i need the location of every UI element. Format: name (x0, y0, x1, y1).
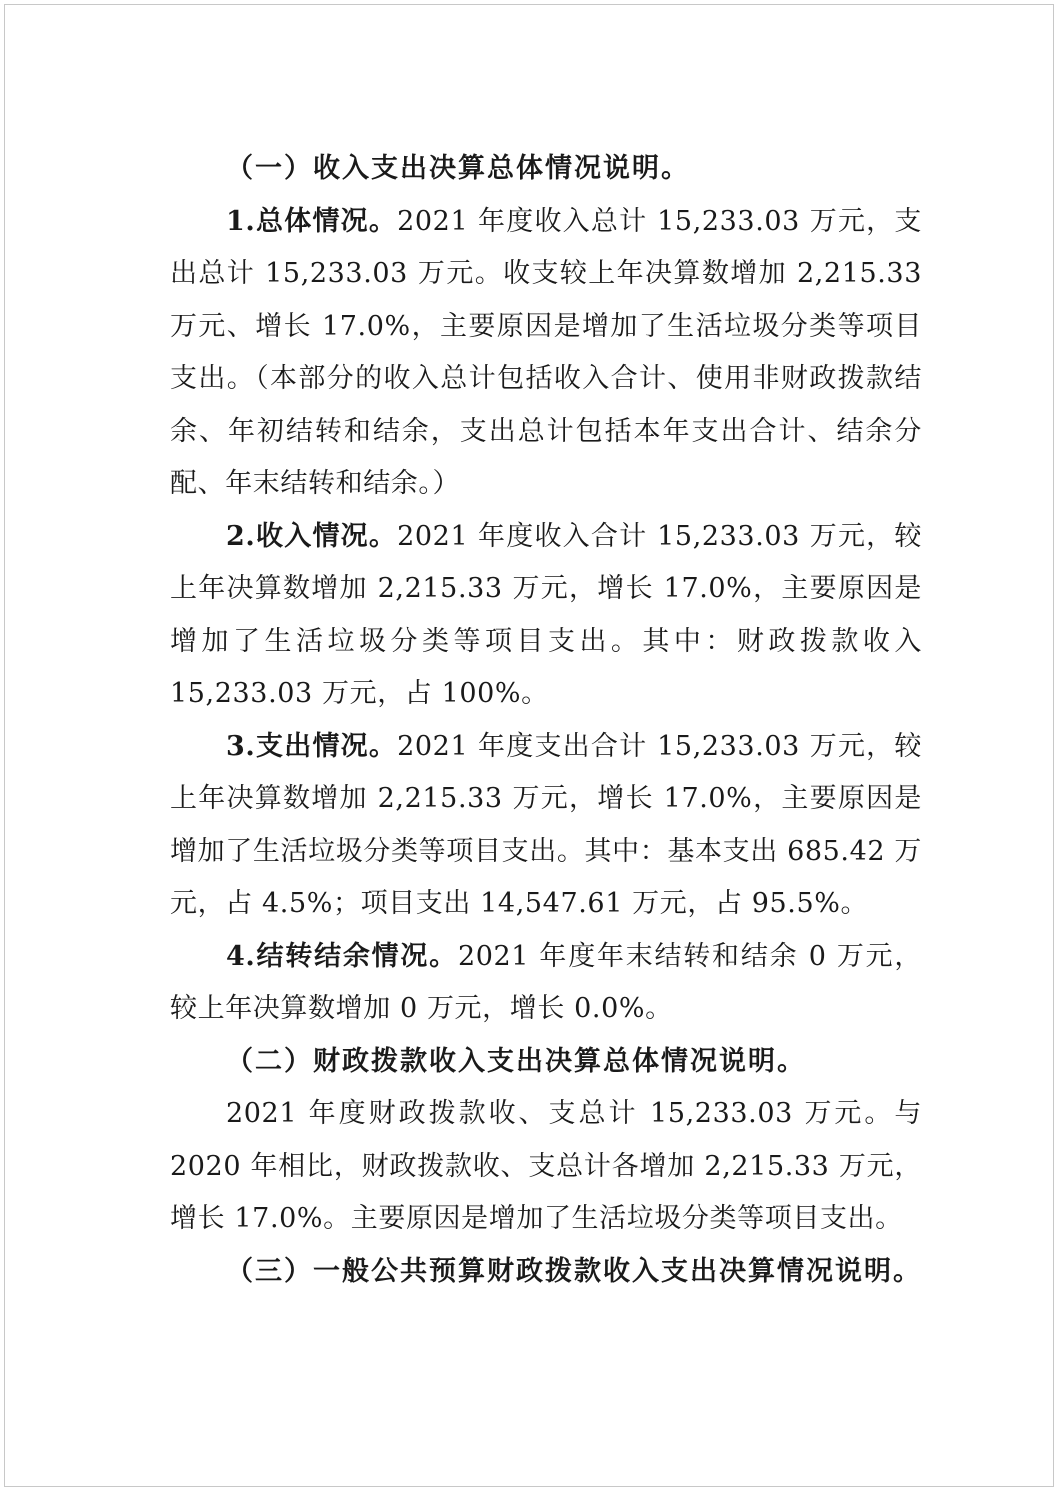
paragraph-income (170, 511, 922, 721)
paragraph-lead: 4.结转结余情况。 (226, 940, 458, 972)
paragraph-expenditure (170, 721, 922, 931)
section-heading-1: （一）收入支出决算总体情况说明。 (226, 153, 690, 184)
paragraph-lead: 3.支出情况。 (226, 730, 398, 762)
paragraph-text: 2021 年度收入合计 15,233.03 万元，较上年决算数增加 2,215.33 万元，增长 17.0%，主要原因是增加了生活垃圾分类等项目支出。其中：财政拨款收入 15,233.03 万元，占 100%。 (170, 520, 922, 709)
paragraph-carryover (170, 931, 922, 1036)
paragraph-lead: 2.收入情况。 (226, 520, 398, 552)
paragraph-text: 2021 年度收入总计 15,233.03 万元，支出总计 15,233.03 万元。收支较上年决算数增加 2,215.33 万元、增长 17.0%，主要原因是增加了生活垃圾分类等项目支出。（本部分的收入总计包括收入合计、使用非财政拨款结余、年初结转和结余，支出总计包括本年支出合计、结余分配、年末结转和结余。） (170, 205, 922, 499)
document-page (4, 4, 1054, 1487)
paragraph-text: 2021 年度年末结转和结余 0 万元，较上年决算数增加 0 万元，增长 0.0%。 (170, 940, 923, 1024)
paragraph-fiscal-appropriation (170, 1088, 922, 1246)
section-heading-2: （二）财政拨款收入支出决算总体情况说明。 (226, 1045, 806, 1077)
document-body (170, 143, 922, 1298)
paragraph-lead: 1.总体情况。 (226, 205, 398, 237)
paragraph-text: 2021 年度支出合计 15,233.03 万元，较上年决算数增加 2,215.33 万元，增长 17.0%，主要原因是增加了生活垃圾分类等项目支出。其中：基本支出 685.42 万元，占 4.5%；项目支出 14,547.61 万元，占 95.5%。 (170, 730, 922, 919)
paragraph-overall (170, 196, 922, 511)
section-heading-3: （三）一般公共预算财政拨款收入支出决算情况说明。 (226, 1255, 922, 1287)
paragraph-text: 2021 年度财政拨款收、支总计 15,233.03 万元。与 2020 年相比，财政拨款收、支总计各增加 2,215.33 万元，增长 17.0%。主要原因是增加了生活垃圾分类等项目支出。 (170, 1098, 922, 1234)
